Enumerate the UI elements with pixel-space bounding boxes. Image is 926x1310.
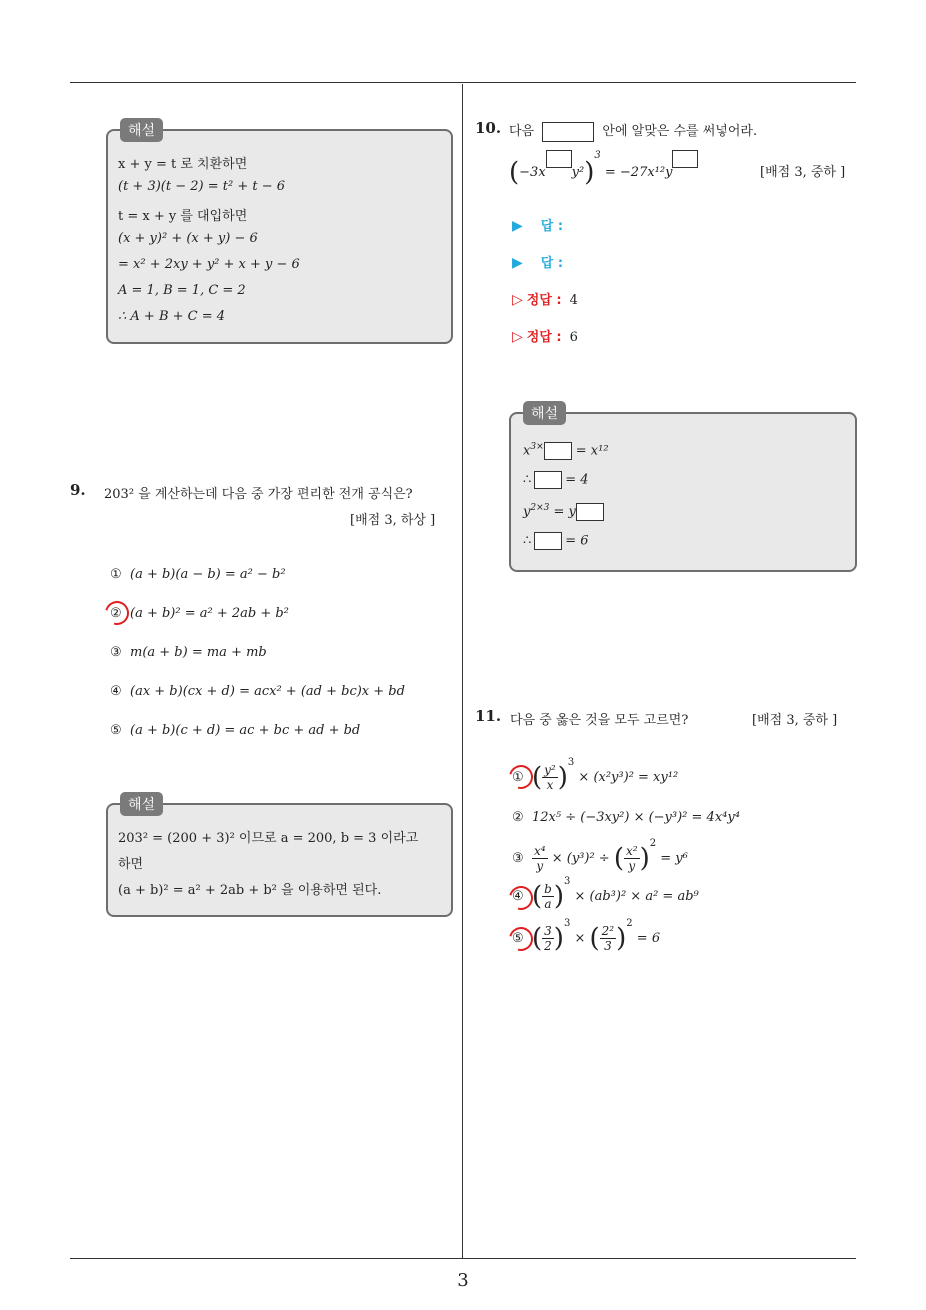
question-9-score: [배점 3, 하상 ] bbox=[350, 513, 436, 528]
option-expr: (a + b)(a − b) = a² − b² bbox=[130, 567, 286, 582]
question-11-text: 다음 중 옳은 것을 모두 고르면? bbox=[510, 713, 689, 728]
open-arrow-icon: ▷ bbox=[512, 292, 523, 308]
q9-option-3[interactable] bbox=[110, 645, 267, 660]
option-mark: ⑤ bbox=[110, 723, 122, 738]
column-divider bbox=[462, 84, 463, 1259]
answer-blank bbox=[544, 442, 572, 460]
q11-option-1[interactable]: ① ( $\frac{\text{y²}}{x}$ )$^3$ × (x²y³)² = xy¹² bbox=[512, 757, 679, 793]
solution-tag: 해설 bbox=[120, 792, 163, 816]
question-10-equation: (−3x y²)$^3$ = −27x¹²y bbox=[509, 150, 698, 188]
question-9-number: 9. bbox=[70, 481, 86, 499]
option-expr: (a + b)² = a² + 2ab + b² bbox=[130, 606, 289, 621]
q11-option-3[interactable]: ③ $\frac{\text{x⁴}}{y}$ × (y³)² ÷ ( $\frac{\text{x²}}{y}$ )$^2$ = y⁶ bbox=[512, 838, 688, 874]
solution-box-1 bbox=[106, 123, 453, 344]
open-arrow-icon: ▷ bbox=[512, 329, 523, 345]
option-mark: ② bbox=[512, 810, 524, 825]
question-9-text: 203² 을 계산하는데 다음 중 가장 편리한 전개 공식은? bbox=[104, 487, 413, 502]
question-11-score: [배점 3, 중하 ] bbox=[752, 713, 838, 728]
option-mark: ⑤ bbox=[512, 931, 524, 946]
solution-line: ∴ = 4 bbox=[523, 472, 589, 488]
solution-box-2 bbox=[106, 797, 453, 917]
page-number: 3 bbox=[457, 1270, 469, 1291]
solution-line: 하면 bbox=[118, 857, 144, 872]
answer-blank bbox=[534, 532, 562, 550]
q11-option-5[interactable]: ⑤ ( $\frac{3}{2}$ )$^3$ × ( $\frac{\text{2²}}{3}$ )$^2$ = 6 bbox=[512, 918, 661, 954]
q10-answer-2[interactable] bbox=[512, 252, 571, 271]
bottom-rule bbox=[70, 1258, 856, 1259]
option-expr: m(a + b) = ma + mb bbox=[130, 645, 267, 660]
play-arrow-icon: ▶ bbox=[512, 218, 523, 234]
solution-tag: 해설 bbox=[120, 118, 163, 142]
option-expr: (ax + b)(cx + d) = acx² + (ad + bc)x + bd bbox=[130, 684, 405, 699]
answer-blank[interactable] bbox=[672, 150, 698, 168]
q10-answer-1[interactable] bbox=[512, 215, 571, 234]
top-rule bbox=[70, 82, 856, 83]
answer-blank[interactable] bbox=[546, 150, 572, 168]
solution-line: (t + 3)(t − 2) = t² + t − 6 bbox=[118, 179, 285, 194]
q9-option-1[interactable] bbox=[110, 567, 286, 582]
solution-box-3 bbox=[509, 406, 857, 572]
q9-option-2[interactable] bbox=[110, 606, 289, 621]
solution-line: A = 1, B = 1, C = 2 bbox=[118, 283, 246, 298]
option-mark: ② bbox=[110, 606, 122, 621]
option-mark: ③ bbox=[512, 851, 524, 866]
answer-label: 정답 : bbox=[526, 330, 562, 345]
solution-line: x + y = t 로 치환하면 bbox=[118, 157, 248, 172]
answer-blank bbox=[534, 471, 562, 489]
answer-blank[interactable] bbox=[542, 122, 594, 142]
eq-right: = −27x¹²y bbox=[604, 165, 673, 180]
solution-line: $x^{3\times} = x^{12}$ bbox=[523, 442, 609, 459]
answer-circle-mark bbox=[101, 597, 134, 630]
q10-correct-answer-1 bbox=[512, 289, 578, 308]
answer-blank bbox=[576, 503, 604, 521]
answer-value: 6 bbox=[569, 330, 578, 345]
option-mark: ④ bbox=[512, 889, 524, 904]
solution-line: (a + b)² = a² + 2ab + b² 을 이용하면 된다. bbox=[118, 883, 382, 898]
option-mark: ④ bbox=[110, 684, 122, 699]
q11-option-2[interactable]: ② 12x⁵ ÷ (−3xy²) × (−y³)² = 4x⁴y⁴ bbox=[512, 810, 740, 825]
solution-line: t = x + y 를 대입하면 bbox=[118, 209, 248, 224]
q10-correct-answer-2 bbox=[512, 326, 578, 345]
question-10-number: 10. bbox=[475, 119, 502, 137]
answer-label: 답 : bbox=[540, 219, 564, 234]
answer-label: 답 : bbox=[540, 256, 564, 271]
q10-text-a: 다음 bbox=[509, 124, 535, 139]
question-10-text bbox=[509, 120, 757, 142]
eq-left: −3x bbox=[519, 165, 546, 180]
solution-line: 203² = (200 + 3)² 이므로 a = 200, b = 3 이라고 bbox=[118, 831, 419, 846]
q11-option-4[interactable]: ④ ( $\frac{b}{a}$ )$^3$ × (ab³)² × a² = ab⁹ bbox=[512, 876, 699, 912]
solution-line: ∴ A + B + C = 4 bbox=[118, 309, 226, 324]
eq-exp: 3 bbox=[594, 150, 601, 161]
option-mark: ③ bbox=[110, 645, 122, 660]
q9-option-4[interactable] bbox=[110, 684, 405, 699]
solution-line: (x + y)² + (x + y) − 6 bbox=[118, 231, 258, 246]
question-10-score: [배점 3, 중하 ] bbox=[760, 165, 846, 180]
q10-text-b: 안에 알맞은 수를 써넣어라. bbox=[602, 124, 758, 139]
answer-label: 정답 : bbox=[526, 293, 562, 308]
question-11-number: 11. bbox=[475, 707, 502, 725]
eq-mid: y² bbox=[571, 165, 585, 180]
play-arrow-icon: ▶ bbox=[512, 255, 523, 271]
option-mark: ① bbox=[512, 770, 524, 785]
answer-value: 4 bbox=[569, 293, 578, 308]
solution-line: ∴ = 6 bbox=[523, 533, 589, 549]
solution-line: = x² + 2xy + y² + x + y − 6 bbox=[118, 257, 300, 272]
option-mark: ① bbox=[110, 567, 122, 582]
solution-line: $y^{2\times 3} = y$ bbox=[523, 503, 604, 521]
option-expr: (a + b)(c + d) = ac + bc + ad + bd bbox=[130, 723, 361, 738]
solution-tag: 해설 bbox=[523, 401, 566, 425]
q9-option-5[interactable] bbox=[110, 723, 360, 738]
